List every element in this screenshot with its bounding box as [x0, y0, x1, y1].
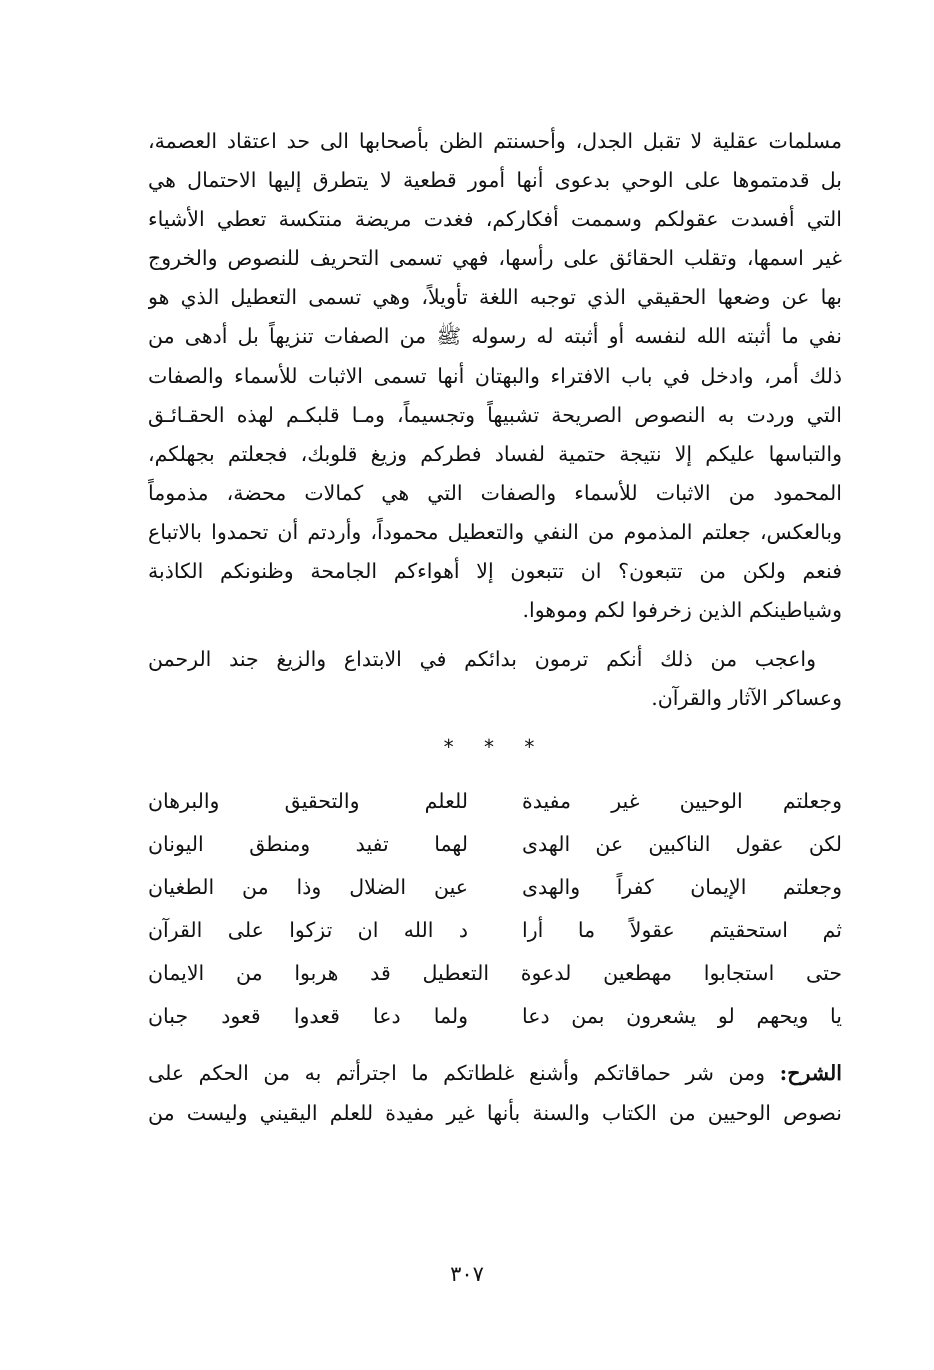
poem-block	[148, 780, 842, 1038]
poem-verse	[148, 995, 842, 1038]
verse-right-hemistich: لكن عقول الناكبين عن الهدى	[522, 832, 842, 857]
section-separator: * * *	[443, 735, 547, 760]
verse-right-hemistich: يا ويحهم لو يشعرون بمن دعا	[522, 1004, 842, 1029]
verse-left-hemistich: للعلم والتحقيق والبرهان	[148, 789, 468, 814]
poem-verse	[148, 780, 842, 823]
text-line: غير اسمها، وتقلب الحقائق على رأسها، فهي تسمى التحريف للنصوص والخروج	[148, 246, 842, 271]
verse-left-hemistich: د الله ان تزكوا على القرآن	[148, 918, 468, 943]
text-line: وشياطينكم الذين زخرفوا لكم وموهوا.	[522, 598, 842, 623]
text-line: والتباسها عليكم إلا نتيجة حتمية لفساد فطركم وزيغ قلوبك، فجعلتم بجهلكم،	[148, 441, 842, 466]
commentary	[148, 1054, 842, 1132]
commentary-first-line	[148, 1054, 842, 1093]
verse-left-hemistich: ولما دعا قعدوا قعود جبان	[148, 1004, 468, 1029]
verse-right-hemistich: وجعلتم الوحيين غير مفيدة	[522, 789, 842, 814]
poem-verse	[148, 866, 842, 909]
verse-left-hemistich: لهما تفيد ومنطق اليونان	[148, 832, 468, 857]
text-line: مسلمات عقلية لا تقبل الجدل، وأحسنتم الظن بأصحابها الى حد اعتقاد العصمة،	[148, 129, 842, 153]
verse-full-line: حتى استجابوا مهطعين لدعوة التعطيل قد هربوا من الايمان	[148, 961, 842, 986]
text-line: بل قدمتموها على الوحي بدعوى أنها أمور قطعية لا يتطرق إليها الاحتمال هي	[148, 168, 842, 193]
page-number: ٣٠٧	[450, 1262, 484, 1286]
poem-verse	[148, 823, 842, 866]
poem-verse	[148, 909, 842, 952]
commentary-label: الشرح:	[779, 1061, 842, 1086]
text-line: المحمود من الاثبات للأسماء والصفات التي هي كمالات محضة، مذموماً	[148, 480, 842, 505]
poem-verse-full	[148, 952, 842, 995]
text-line: ذلك أمر، وادخل في باب الافتراء والبهتان أنها تسمى الاثبات للأسماء والصفات	[148, 363, 842, 388]
text-line: التي أفسدت عقولكم وسممت أفكاركم، فغدت مريضة منتكسة تعطي الأشياء	[148, 207, 842, 232]
text-line: وبالعكس، جعلتم المذموم من النفي والتعطيل محموداً، وأردتم أن تحمدوا بالاتباع	[148, 519, 842, 544]
verse-right-hemistich: وجعلتم الإيمان كفراً والهدى	[522, 875, 842, 900]
text-line: فنعم ولكن من تتبعون؟ ان تتبعون إلا أهواءكم الجامحة وظنونكم الكاذبة	[148, 559, 842, 584]
text-line: بها عن وضعها الحقيقي الذي توجبه اللغة تأويلاً، وهي تسمى التعطيل الذي هو	[148, 285, 842, 310]
text-line: نصوص الوحيين من الكتاب والسنة بأنها غير مفيدة للعلم اليقيني وليست من	[148, 1100, 842, 1125]
commentary-text: ومن شر حماقاتكم وأشنع غلطاتكم ما اجترأتم به من الحكم على	[148, 1061, 766, 1086]
paragraph-second	[148, 640, 842, 718]
paragraph-main	[148, 122, 842, 630]
text-line: وعساكر الآثار والقرآن.	[651, 686, 842, 711]
text-line: التي وردت به النصوص الصريحة تشبيهاً وتجسيماً، ومـا قلبكـم لهذه الحقـائـق	[148, 402, 842, 427]
verse-right-hemistich: ثم استحقيتم عقولاً ما أرا	[522, 918, 842, 943]
text-line: واعجب من ذلك أنكم ترمون بدائكم في الابتداع والزيغ جند الرحمن	[148, 647, 816, 672]
text-line: نفي ما أثبته الله لنفسه أو أثبته له رسوله ﷺ من الصفات تنزيهاً بل أدهى من	[148, 324, 842, 349]
verse-left-hemistich: عين الضلال وذا من الطغيان	[148, 875, 468, 900]
